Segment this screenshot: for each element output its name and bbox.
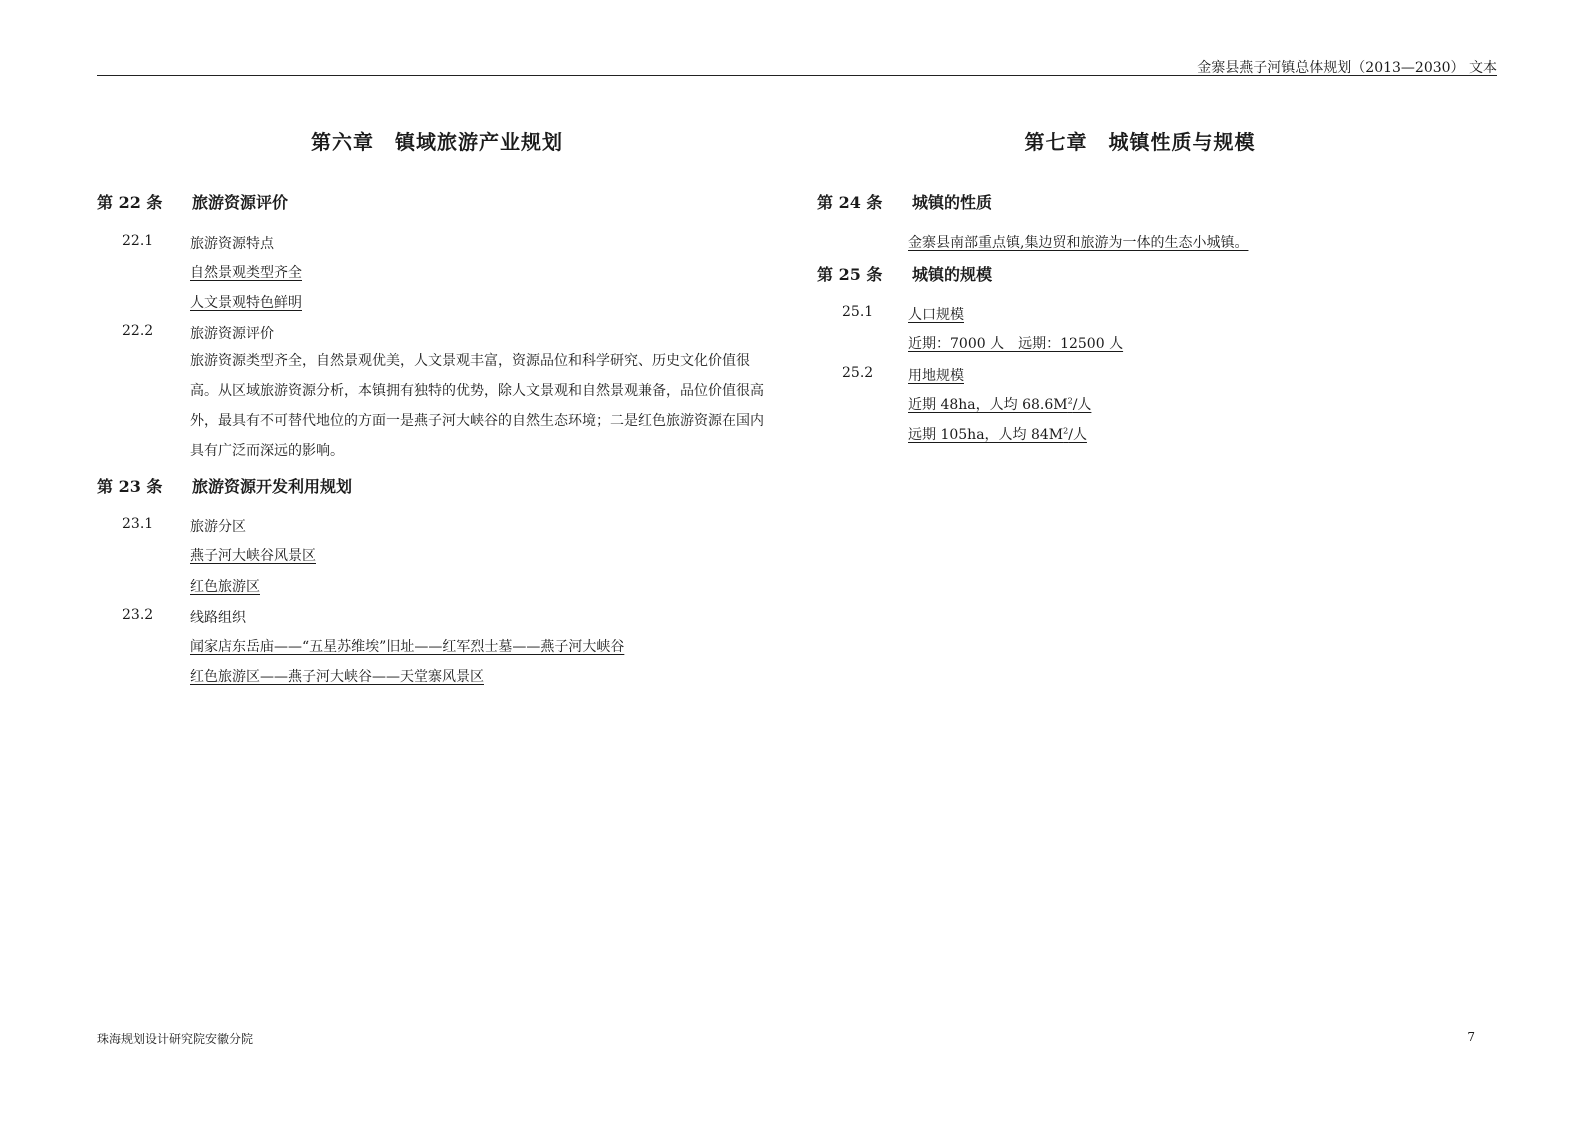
route-1: 闻家店东岳庙——“五星苏维埃”旧址——红军烈士墓——燕子河大峡谷 (190, 639, 625, 655)
land-far-term-value: 远期 105ha，人均 84M (908, 427, 1064, 443)
header-rule (97, 75, 1497, 76)
article-23-heading (97, 474, 352, 497)
footer-organization: 珠海规划设计研究院安徽分院 (97, 1032, 254, 1046)
page-number: 7 (1467, 1030, 1475, 1044)
article-22-number: 第 22 条 (97, 193, 163, 212)
article-25-number: 第 25 条 (817, 265, 883, 284)
article-24-title: 城镇的性质 (912, 193, 993, 212)
section-23-1-item-2: 红色旅游区 (190, 579, 260, 595)
article-25-title: 城镇的规模 (912, 265, 993, 284)
section-23-1-title: 旅游分区 (190, 519, 246, 535)
article-24-number: 第 24 条 (817, 193, 883, 212)
section-23-2-title: 线路组织 (190, 610, 246, 626)
section-25-1-title: 人口规模 (908, 307, 964, 323)
section-22-1-title: 旅游资源特点 (190, 236, 274, 252)
land-near-term (908, 394, 1091, 414)
section-23-2-number: 23.2 (122, 607, 154, 623)
section-25-1-number: 25.1 (842, 304, 874, 320)
article-25-heading (817, 262, 992, 285)
section-22-1-number: 22.1 (122, 233, 154, 249)
section-22-1-item-1: 自然景观类型齐全 (190, 265, 302, 281)
land-far-term (908, 424, 1087, 444)
town-nature-text: 金寨县南部重点镇,集边贸和旅游为一体的生态小城镇。 (908, 235, 1249, 251)
section-22-1-item-2: 人文景观特色鲜明 (190, 295, 302, 311)
superscript-2: 2 (1063, 426, 1069, 436)
article-22-heading (97, 190, 288, 213)
article-23-number: 第 23 条 (97, 477, 163, 496)
section-22-2-paragraph: 旅游资源类型齐全，自然景观优美，人文景观丰富，资源品位和科学研究、历史文化价值很高。从区域旅游资源分析，本镇拥有独特的优势，除人文景观和自然景观兼备，品位价值很高外，最具有不可替代地位的方面一是燕子河大峡谷的自然生态环境；二是红色旅游资源在国内具有广泛而深远的影响。 (190, 353, 764, 459)
section-22-2-number: 22.2 (122, 323, 154, 339)
article-24-heading (817, 190, 992, 213)
superscript-2: 2 (1067, 396, 1073, 406)
section-25-2-number: 25.2 (842, 365, 874, 381)
section-22-2-title: 旅游资源评价 (190, 326, 274, 342)
section-25-2-title: 用地规模 (908, 368, 964, 384)
chapter-7-title: 第七章 城镇性质与规模 (1024, 130, 1256, 154)
section-23-1-number: 23.1 (122, 516, 154, 532)
article-22-title: 旅游资源评价 (192, 193, 289, 212)
route-2: 红色旅游区——燕子河大峡谷——天堂寨风景区 (190, 669, 484, 685)
section-23-1-item-1: 燕子河大峡谷风景区 (190, 548, 316, 564)
land-near-term-unit: /人 (1072, 397, 1092, 413)
article-23-title: 旅游资源开发利用规划 (192, 477, 353, 496)
land-far-term-unit: /人 (1068, 427, 1087, 443)
chapter-6-title: 第六章 镇域旅游产业规划 (311, 130, 563, 154)
land-near-term-value: 近期 48ha，人均 68.6M (908, 397, 1068, 413)
header-title: 金寨县燕子河镇总体规划（2013—2030） 文本 (1197, 60, 1497, 76)
population-scale-text: 近期：7000 人 远期：12500 人 (908, 336, 1124, 352)
